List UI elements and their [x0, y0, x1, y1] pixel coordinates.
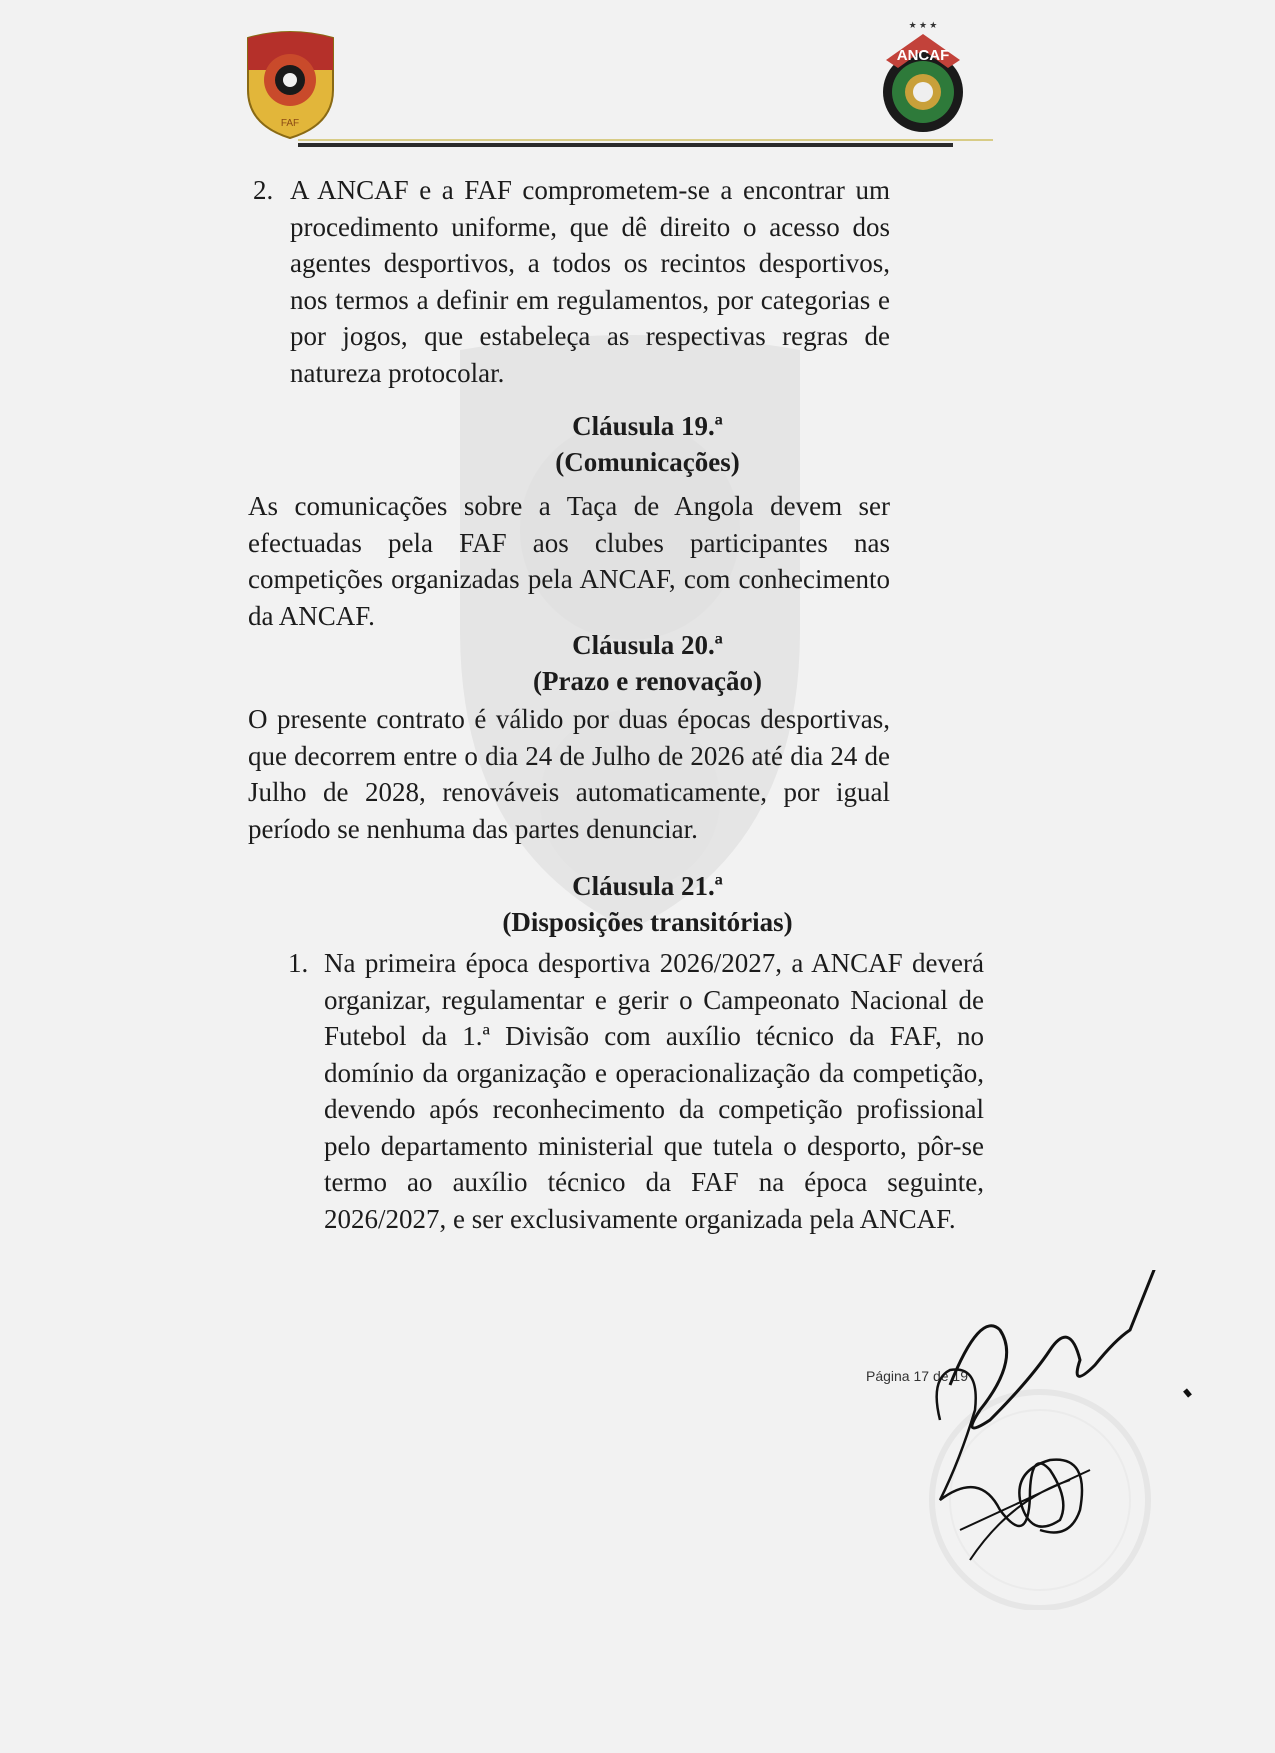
item-text: Na primeira época desportiva 2026/2027, a ANCAF deverá organizar, regulamentar e gerir o Campeonato Nacional de Futebol da 1.ª Divisão com auxílio técnico da FAF, no domínio da organização e operacionalização da competição, devendo após reconhecimento da competição profissional pelo departamento ministerial que tutela o desporto, pôr-se termo ao auxílio técnico da FAF na época seguinte, 2026/2027, e ser exclusivamente organizada pela ANCAF.: [324, 948, 984, 1234]
clause-20-title: Cláusula 20.ª: [572, 630, 723, 660]
ancaf-logo: [868, 18, 978, 140]
item-number: 1.: [288, 948, 309, 978]
clause-20-heading: [0, 627, 1275, 699]
page-header: [0, 0, 1275, 150]
clause-21-subtitle: (Disposições transitórias): [502, 907, 793, 937]
clause-19-subtitle: (Comunicações): [555, 447, 740, 477]
signatures-and-stamp: [920, 1270, 1220, 1610]
clause-19-heading: [0, 408, 1275, 480]
clause-21-title: Cláusula 21.ª: [572, 871, 723, 901]
item-text: A ANCAF e a FAF comprometem-se a encontrar um procedimento uniforme, que dê direito o acesso dos agentes desportivos, a todos os recintos desportivos, nos termos a definir em regulamentos, por categorias e por jogos, que estabeleça as respectivas regras de natureza protocolar.: [290, 175, 890, 388]
clause-20-text: O presente contrato é válido por duas épocas desportivas, que decorrem entre o dia 24 de Julho de 2026 até dia 24 de Julho de 2028, renováveis automaticamente, por igual período se nenhuma das partes denunciar.: [248, 704, 890, 844]
header-rule: [298, 143, 953, 147]
clause-21-heading: [0, 868, 1275, 940]
clause-19-title: Cláusula 19.ª: [572, 411, 723, 441]
clause-19-text: As comunicações sobre a Taça de Angola devem ser efectuadas pela FAF aos clubes participantes nas competições organizadas pela ANCAF, com conhecimento da ANCAF.: [248, 491, 890, 631]
clause-20-subtitle: (Prazo e renovação): [533, 666, 762, 696]
svg-text:★ ★ ★: ★ ★ ★: [908, 20, 938, 30]
svg-text:ANCAF: ANCAF: [896, 47, 950, 64]
page-number: Página 17 de 19: [866, 1368, 968, 1384]
faf-logo: [243, 30, 338, 140]
svg-text:FAF: FAF: [280, 118, 300, 129]
item-number: 2.: [253, 175, 274, 205]
header-rule-gold: [298, 139, 993, 141]
